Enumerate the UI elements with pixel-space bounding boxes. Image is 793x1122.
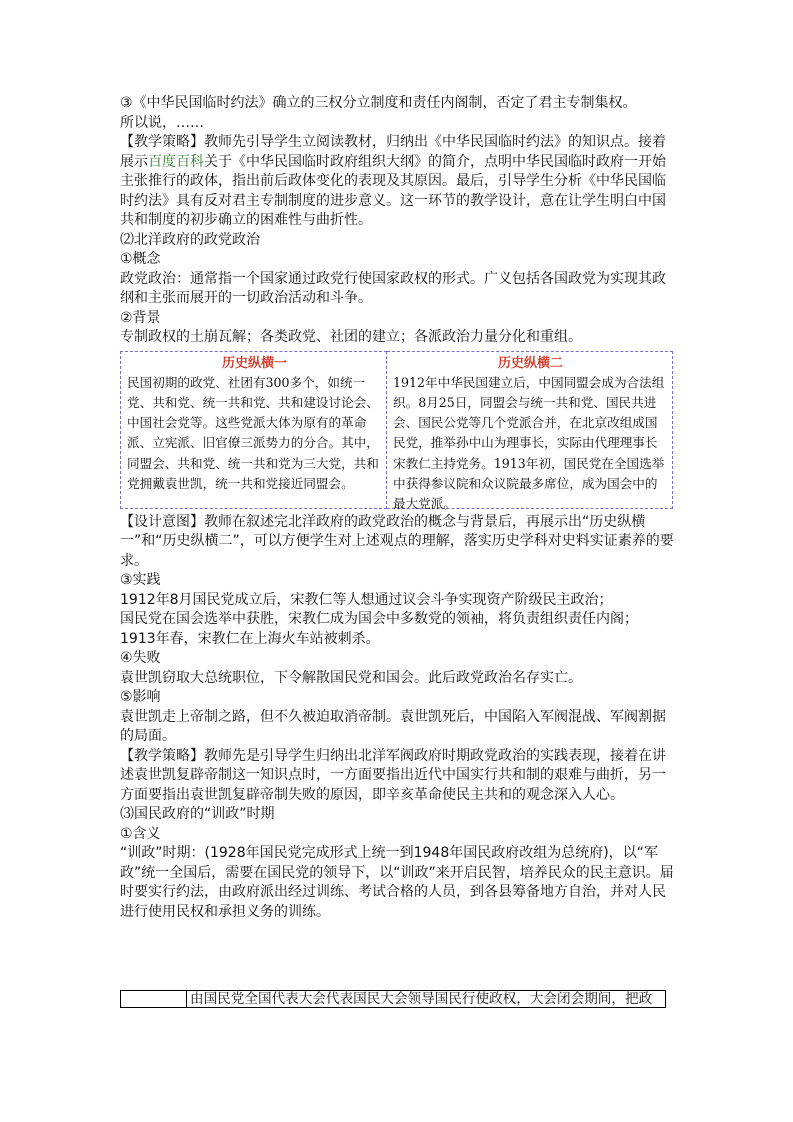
document-body [120,94,675,922]
strategy-text: 【教学策略】教师先引导学生立阅读教材，归纳出《中华民国临时约法》的知识点。接着展示 [120,134,666,170]
section-heading: ⑵北洋政府的政党政治 [120,231,260,248]
history-box-2 [387,351,673,512]
history-box-1-title: 历史纵横一 [221,355,287,371]
teaching-strategy-paragraph [120,133,675,231]
table-cell-text: 由国民党全国代表大会代表国民大会领导国民行使政权，大会闭会期间，把政 [190,991,653,1007]
history-box-2-title: 历史纵横二 [497,355,563,371]
paragraph: 袁世凯走上帝制之路，但不久被迫取消帝制。袁世凯死后，中国陷入军阀混战、军阀割据的局面。 [120,708,666,744]
paragraph: 1913年春，宋教仁在上海火车站被刺杀。 [120,630,380,647]
teaching-strategy-paragraph: 【教学策略】教师先是引导学生归纳出北洋军阀政府时期政党政治的实践表现，接着在讲述袁世凯复辟帝制这一知识点时，一方面要指出近代中国实行共和制的艰难与曲折，另一方面要指出袁世凯复辟帝制失败的原因，即辛亥革命使民主共和的观念深入人心。 [120,747,666,803]
table-row [120,990,666,1008]
subheading: ③实践 [120,572,161,588]
subheading: ④失败 [120,650,161,666]
paragraph: 国民党在国会选举中获胜，宋教仁成为国会中多数党的领袖，将负责组织责任内阁； [120,611,638,627]
paragraph: 所以说，…… [120,114,204,131]
table-cell-empty [121,991,187,1007]
design-intent-paragraph: 【设计意图】教师在叙述完北洋政府的政党政治的概念与背景后，再展示出“历史纵横一”和“历史纵横二”，可以方便学生对上述观点的理解，落实历史学科对史料实证素养的要求。 [120,513,674,569]
section-heading: ⑶国民政府的“训政”时期 [120,806,275,822]
history-box-2-text: 1912年中华民国建立后，中国同盟会成为合法组织。8月25日，同盟会与统一共和党、国民共进会、国民公党等几个党派合并，在北京改组成国民党，推举孙中山为理事长，实际由代理理事长宋教仁主持党务。1913年初，国民党在全国选举中获得参议院和众议院最多席位，成为国会中的最大党派。 [393,374,665,512]
strategy-text: 关于《中华民国临时政府组织大纲》的简介，点明中华民国临时政府一开始主张推行的政体，指出前后政体变化的表现及其原因。最后，引导学生分析《中华民国临时约法》具有反对君主专制制度的进步意义。这一环节的教学设计，意在让学生明白中国共和制度的初步确立的困难性与曲折性。 [120,153,666,228]
paragraph: 专制政权的土崩瓦解；各类政党、社团的建立；各派政治力量分化和重组。 [120,329,582,345]
subheading: ①概念 [120,251,161,267]
subheading: ②背景 [120,309,161,326]
history-box-1 [120,351,387,509]
paragraph: 1912年8月国民党成立后，宋教仁等人想通过议会斗争实现资产阶级民主政治； [120,591,613,608]
history-box-1-text: 民国初期的政党、社团有300多个，如统一党、共和党、统一共和党、共和建设讨论会、中国社会党等。这些党派大体为原有的革命派、立宪派、旧官僚三派势力的分合。其中，同盟会、共和党、统一共和党为三大党，共和党拥戴袁世凯，统一共和党接近同盟会。 [127,374,379,491]
subheading: ⑤影响 [120,689,161,705]
baidu-baike-link[interactable]: 百度百科 [148,153,204,170]
paragraph: 政党政治：通常指一个国家通过政党行使国家政权的形式。广义包括各国政党为实现其政纲和主张而展开的一切政治活动和斗争。 [120,270,666,306]
paragraph: “训政”时期：(1928年国民党完成形式上统一到1948年国民政府改组为总统府)，以“军政”统一全国后，需要在国民党的领导下，以“训政”来开启民智，培养民众的民主意识。届时要实行约法，由政府派出经过训练、考试合格的人员，到各县筹备地方自治，并对人民进行使用民权和承担义务的训练。 [120,845,674,920]
paragraph: 袁世凯窃取大总统职位，下令解散国民党和国会。此后政党政治名存实亡。 [120,669,582,686]
history-boxes [120,351,673,512]
paragraph: ③《中华民国临时约法》确立的三权分立制度和责任内阁制，否定了君主专制集权。 [120,95,637,111]
subheading: ①含义 [120,825,161,842]
